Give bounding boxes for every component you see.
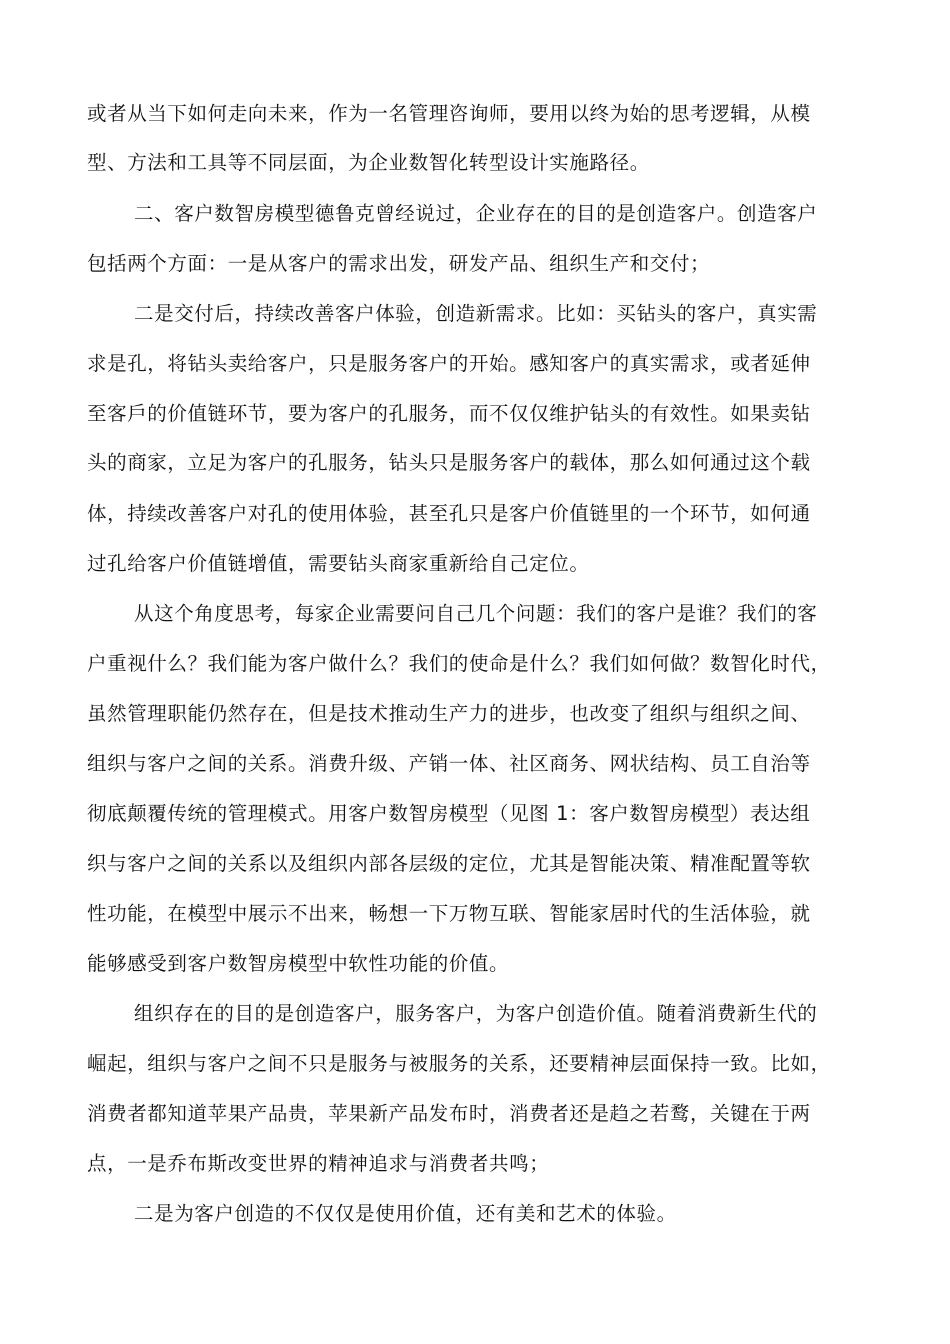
- text-line: 组织与客户之间的关系。消费升级、产销一体、社区商务、网状结构、员工自治等: [87, 752, 811, 775]
- text-line: 性功能，在模型中展示不出来，畅想一下万物互联、智能家居时代的生活体验，就: [87, 902, 811, 925]
- text-line: 包括两个方面：一是从客户的需求出发，研发产品、组织生产和交付；: [87, 252, 711, 275]
- text-line: 能够感受到客户数智房模型中软性功能的价值。: [87, 952, 510, 975]
- text-line: 头的商家，立足为客户的孔服务，钻头只是服务客户的载体，那么如何通过这个载: [87, 451, 811, 474]
- text-line: 点，一是乔布斯改变世界的精神追求与消费者共鸣；: [87, 1152, 550, 1175]
- paragraph-first-line: 二、客户数智房模型德鲁克曾经说过，企业存在的目的是创造客户。创造客户: [134, 202, 818, 225]
- paragraph-first-line: 二是交付后，持续改善客户体验，创造新需求。比如：买钻头的客户，真实需: [134, 302, 818, 325]
- text-line: 虽然管理职能仍然存在，但是技术推动生产力的进步，也改变了组织与组织之间、: [87, 702, 811, 725]
- text-line: 过孔给客户价值链增值，需要钻头商家重新给自己定位。: [87, 552, 590, 575]
- text-line: 户重视什么？我们能为客户做什么？我们的使命是什么？我们如何做？数智化时代，: [87, 652, 831, 675]
- text-line: 彻底颠覆传统的管理模式。用客户数智房模型（见图 1：客户数智房模型）表达组: [87, 802, 811, 825]
- text-line: 体，持续改善客户对孔的使用体验，甚至孔只是客户价值链里的一个环节，如何通: [87, 502, 811, 525]
- text-line: 消费者都知道苹果产品贵，苹果新产品发布时，消费者还是趋之若鹜，关键在于两: [87, 1102, 811, 1125]
- text-line: 型、方法和工具等不同层面，为企业数智化转型设计实施路径。: [87, 151, 650, 174]
- paragraph-first-line: 从这个角度思考，每家企业需要问自己几个问题：我们的客户是谁？我们的客: [134, 602, 818, 625]
- paragraph-first-line: 二是为客户创造的不仅仅是使用价值，还有美和艺术的体验。: [134, 1202, 677, 1225]
- text-line: 求是孔，将钻头卖给客户，只是服务客户的开始。感知客户的真实需求，或者延伸: [87, 352, 811, 375]
- text-line: 至客戶的价值链环节，要为客户的孔服务，而不仅仅维护钻头的有效性。如果卖钻: [87, 402, 811, 425]
- text-line: 崛起，组织与客户之间不只是服务与被服务的关系，还要精神层面保持一致。比如，: [87, 1052, 831, 1075]
- text-line: 织与客户之间的关系以及组织内部各层级的定位，尤其是智能决策、精准配置等软: [87, 852, 811, 875]
- text-line: 或者从当下如何走向未来，作为一名管理咨询师，要用以终为始的思考逻辑，从模: [87, 102, 811, 125]
- paragraph-first-line: 组织存在的目的是创造客户，服务客户，为客户创造价值。随着消费新生代的: [134, 1002, 818, 1025]
